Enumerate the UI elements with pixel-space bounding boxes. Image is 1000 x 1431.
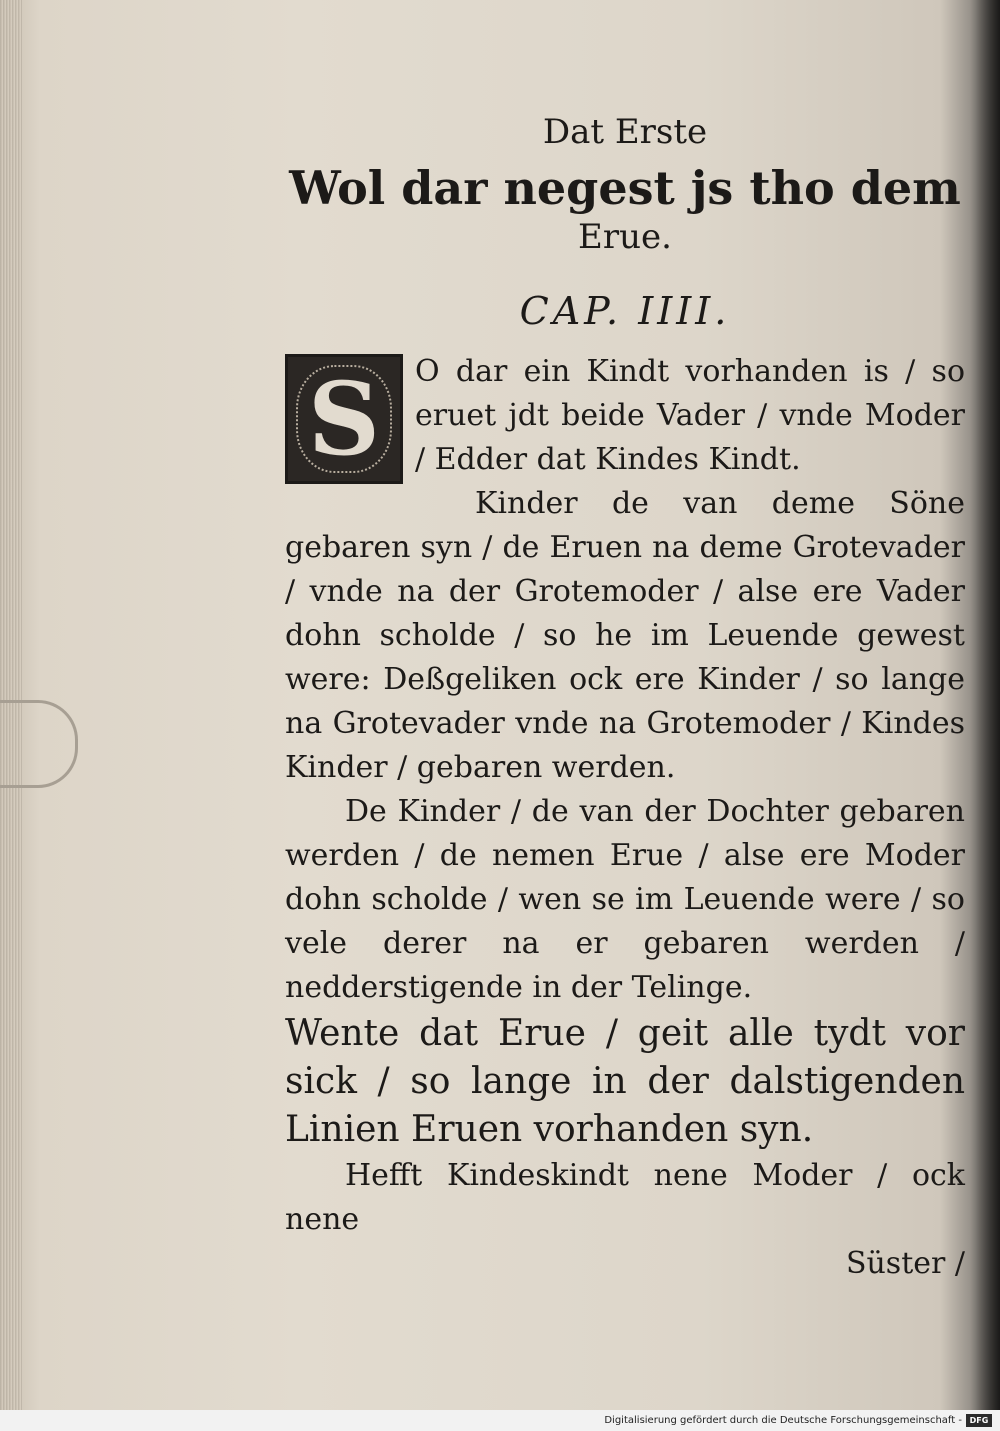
footer-bar	[0, 1410, 1000, 1431]
decorated-initial	[285, 354, 403, 484]
catchword: Süster /	[845, 1246, 965, 1281]
paragraph-5: Hefft Kindeskindt nene Moder / ock nene	[285, 1158, 965, 1237]
paragraph-2: Kinder de van deme Söne gebaren syn / de Eruen na deme Grotevader / vnde na der Grotemoder / alse ere Vader dohn scholde / so he im Leuende gewest were: Deßgeliken ock ere Kinder / so lange na Grotevader vnde na Grotemoder / Kindes Kinder / gebaren werden.	[285, 486, 965, 785]
chapter-heading: CAP. IIII.	[519, 289, 731, 333]
gutter-shadow	[970, 0, 1000, 1410]
dfg-logo: DFG	[966, 1414, 992, 1427]
text-block	[285, 110, 965, 1286]
heading-line-1: Dat Erste	[542, 112, 708, 152]
paragraph-1-wrapper	[285, 350, 965, 482]
heading-line-3: Erue.	[578, 217, 672, 257]
paragraph-4: Wente dat Erue / geit alle tydt vor sick / so lange in der dalstigenden Linien Eruen vorhanden syn.	[285, 1013, 965, 1150]
paragraph-1: O dar ein Kindt vorhanden is / so eruet jdt beide Vader / vnde Moder / Edder dat Kindes Kindt.	[415, 354, 965, 477]
heading-line-2: Wol dar negest js tho dem	[289, 161, 961, 215]
initial-letter: S	[307, 360, 381, 478]
page-clip	[0, 700, 78, 788]
footer-credit: Digitalisierung gefördert durch die Deutsche Forschungsgemeinschaft -	[604, 1415, 962, 1426]
paragraph-3: De Kinder / de van der Dochter gebaren werden / de nemen Erue / alse ere Moder dohn scholde / wen se im Leuende were / so vele derer na er gebaren werden / nedderstigende in der Telinge.	[285, 794, 965, 1005]
